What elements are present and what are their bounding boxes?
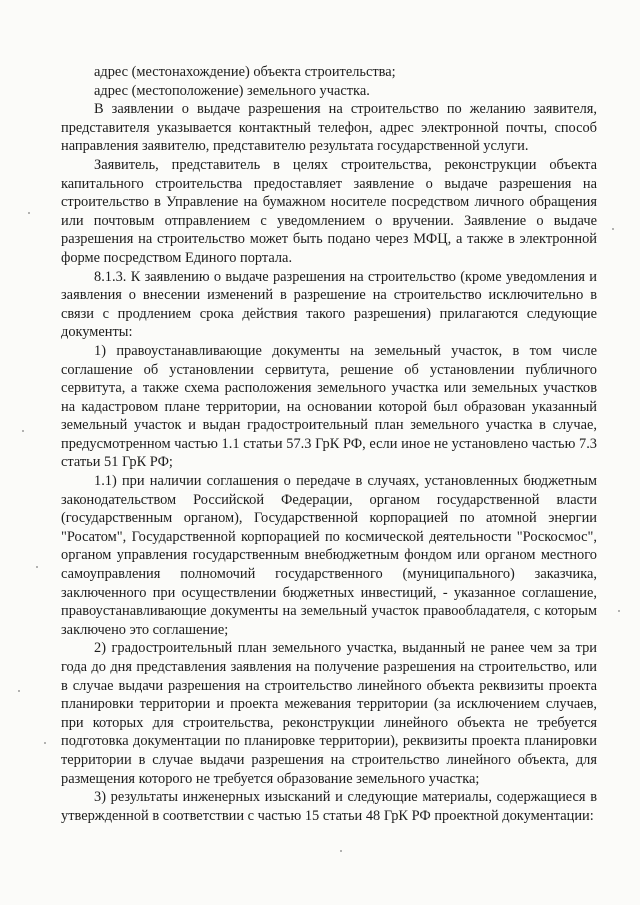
scan-speck (612, 228, 614, 230)
scan-speck (340, 850, 342, 852)
list-item-1: 1) правоустанавливающие документы на земельный участок, в том числе соглашение об установлении сервитута, решение об установлении публичного сервитута, а также схема расположения земельного участка или земельных участков на кадастровом плане территории, на основании которой был образован указанный земельный участок и выдан градостроительный план земельного участка в случае, предусмотренном частью 1.1 статьи 57.3 ГрК РФ, если иное не установлено частью 7.3 статьи 51 ГрК РФ; (61, 342, 597, 471)
scan-speck (618, 610, 620, 612)
list-item-3: 3) результаты инженерных изысканий и следующие материалы, содержащиеся в утвержденной в соответствии с частью 15 статьи 48 ГрК РФ проектной документации: (61, 789, 597, 824)
paragraph-object-address: адрес (местонахождение) объекта строительства; (94, 64, 396, 80)
document-body (61, 63, 597, 825)
list-item-1-1: 1.1) при наличии соглашения о передаче в случаях, установленных бюджетным законодательством Российской Федерации, органом государственной власти (государственным органом), Государственной корпорацией по атомной энергии "Росатом", Государственной корпорацией по космической деятельности "Роскосмос", органом управления государственным внебюджетным фондом или органом местного самоуправления полномочий государственного (муниципального) заказчика, заключенного при осуществлении бюджетных инвестиций, - указанное соглашение, правоустанавливающие документы на земельный участок правообладателя, с которым заключено это соглашение; (61, 473, 597, 638)
scan-speck (18, 690, 20, 692)
paragraph-land-address: адрес (местоположение) земельного участка. (94, 82, 370, 99)
paragraph-submission-method: Заявитель, представитель в целях строительства, реконструкции объекта капитального строительства предоставляет заявление о выдаче разрешения на строительство в Управление на бумажном носителе посредством личного обращения или почтовым отправлением с уведомлением о вручении. Заявление о выдаче разрешения на строительство может быть подано через МФЦ, а также в электронной форме посредством Единого портала. (61, 156, 597, 266)
paragraph-contact-info: В заявлении о выдаче разрешения на строительство по желанию заявителя, представителя указывается контактный телефон, адрес электронной почты, способ направления заявителю, представителю результата государственной услуги. (61, 101, 597, 155)
list-item-2: 2) градостроительный план земельного участка, выданный не ранее чем за три года до дня представления заявления на получение разрешения на строительство, или в случае выдачи разрешения на строительство линейного объекта реквизиты проекта планировки территории и проекта межевания территории (за исключением случаев, при которых для строительства, реконструкции линейного объекта не требуется подготовка документации по планировке территории), реквизиты проекта планировки территории в случае выдачи разрешения на строительство линейного объекта, для размещения которого не требуется образование земельного участка; (61, 640, 597, 787)
paragraph-section-8-1-3: 8.1.3. К заявлению о выдаче разрешения на строительство (кроме уведомления и заявления о внесении изменений в разрешение на строительство исключительно в связи с продлением срока действия такого разрешения) прилагаются следующие документы: (61, 268, 597, 341)
scan-speck (22, 430, 24, 432)
scan-speck (36, 566, 38, 568)
scan-speck (28, 212, 30, 214)
scan-speck (44, 742, 46, 744)
